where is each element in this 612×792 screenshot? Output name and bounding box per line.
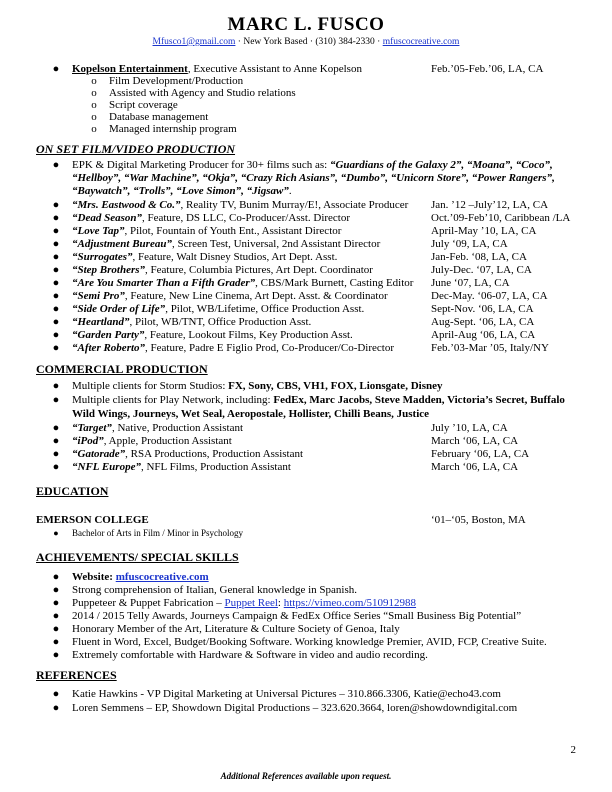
credit-title: “NFL Europe” bbox=[72, 461, 141, 473]
credit-title: “iPod” bbox=[72, 435, 104, 447]
credit-desc: , Pilot, WB/Lifetime, Office Production Asst. bbox=[165, 303, 365, 315]
credit-dates: February ‘06, LA, CA bbox=[431, 448, 530, 460]
credit-desc: , Feature, Columbia Pictures, Art Dept. Coordinator bbox=[145, 264, 373, 276]
credit-dates: March ‘06, LA, CA bbox=[431, 461, 519, 473]
section-heading-references: REFERENCES bbox=[36, 668, 117, 682]
credit-dates: April-May ’10, LA, CA bbox=[431, 225, 537, 237]
credit-title: “Mrs. Eastwood & Co.” bbox=[72, 199, 181, 211]
credit-dates: Sept-Nov. ‘06, LA, CA bbox=[431, 303, 534, 315]
section-heading-achievements: ACHIEVEMENTS/ SPECIAL SKILLS bbox=[36, 550, 239, 564]
credit-title: “Gatorade” bbox=[72, 448, 126, 460]
credit-dates: Oct.’09-Feb’10, Caribbean /LA bbox=[431, 212, 571, 224]
credit-title: “Garden Party” bbox=[72, 329, 145, 341]
credit-dates: June ‘07, LA, CA bbox=[431, 277, 510, 289]
credit-title: “Heartland” bbox=[72, 316, 130, 328]
school-name: EMERSON COLLEGE bbox=[36, 514, 149, 526]
kopelson-company: Kopelson Entertainment bbox=[72, 63, 188, 75]
credit-dates: July ’10, LA, CA bbox=[431, 422, 508, 434]
puppet-reel-link[interactable]: Puppet Reel bbox=[224, 597, 278, 609]
phone: (310) 384-2330 bbox=[315, 37, 375, 47]
credit-dates: July-Dec. ‘07, LA, CA bbox=[431, 264, 532, 276]
credit-desc: , Feature, Padre E Figlio Prod, Co-Producer/Co-Director bbox=[145, 342, 395, 354]
resume-page: MARC L. FUSCO Mfusco1@gmail.com · New York Based · (310) 384-2330 · mfuscocreative.com ● Kopelson Entertainment, Executive Assistant to Anne Kopelson Feb.’05-Feb.’06, LA, CA o Film Development/Production o Assisted with Agency and Studio relations o Script coverage o Database management o Managed internship program ON SET FILM/VIDEO PRODUCTION ● EPK & Digital Marketing Producer for 30+ films such as: “Guardians of the Galaxy 2”, “Moana”, “Coco”, “Hellboy”, “War Machine”, “Okja”, “Crazy Rich Asians”, “Dumbo”, “Unicorn Store”, “Power Rangers”, “Baywatch”, “Trolls”, “Love Simon”, “Jigsaw”. ● “Mrs. Eastwood & Co.”, Reality TV, Bunim Murray/E!, Associate Producer Jan. ’12 –July’12, LA, CA ● “Dead Season”, Feature, DS LLC, Co-Producer/Asst. Director Oct.’09-Feb’10, Caribbean /LA ● “Love Tap”, Pilot, Fountain of Youth Ent., Assistant Director April-May ’10, LA, CA ● “Adjustment Bureau”, Screen Test, Universal, 2nd Assistant Director July ‘09, LA, CA ● “Surrogates”, Feature, Walt Disney Studios, Art Dept. Asst. Jan-Feb. ‘08, LA, CA ● “Step Brothers”, Feature, Columbia Pictures, Art Dept. Coordinator July-Dec. ‘07, LA, CA ● “Are You Smarter Than a Fifth Grader”, CBS/Mark Burnett, Casting Editor June ‘07, LA, CA ● “Semi Pro”, Feature, New Line Cinema, Art Dept. Asst. & Coordinator Dec-May. ‘06-07, LA, CA ● “Side Order of Life”, Pilot, WB/Lifetime, Office Production Asst. Sept-Nov. ‘06, LA, CA ● “Heartland”, Pilot, WB/TNT, Office Production Asst. Aug-Sept. ‘06, LA, CA ● “Garden Party”, Feature, Lookout Films, Key Production Asst. April-Aug ‘06, LA, CA ● “After Roberto”, Feature, Padre E Figlio Prod, Co-Producer/Co-Director Feb.’03-Mar ’05, Italy/NY COMMERCIAL PRODUCTION ● Multiple clients for Storm Studios: FX, Sony, CBS, VH1, FOX, Lionsgate, Disney ● Multiple clients for Play Network, including: FedEx, Marc Jacobs, Steve Madden, Victoria’s Secret, Buffalo Wild Wings, Journeys, Wet Seal, Aeropostale, Hollister, Chilli Beans, Justice ● “Target”, Native, Production Assistant July ’10, LA, CA ● “iPod”, Apple, Production Assistant March ‘06, LA, CA ● “Gatorade”, RSA Productions, Production Assistant February ‘06, LA, CA ● “NFL Europe”, NFL Films, Production Assistant March ‘06, LA, CA EDUCATION EMERSON COLLEGE ‘01–‘05, Boston, MA ● Bachelor of Arts in Film / Minor in Psychology ACHIEVEMENTS/ SPECIAL SKILLS ● Website: mfuscocreative.com ● Strong comprehension of Italian, General knowledge in Spanish. ● Puppeteer & Puppet Fabrication – Puppet Reel: https://vimeo.com/510912988 ● 2014 / 2015 Telly Awards, Journeys Campaign & FedEx Office Series “Small Business Big Potential” ● Honorary Member of the Art, Literature & Culture Society of Genoa, Italy ● Fluent in Word, Excel, Budget/Booking Software. Working knowledge Premier, AVID, FCP, Creative Suite. ● Extremely comfortable with Hardware & Software in video and audio recording. REFERENCES ● Katie Hawkins - VP Digital Marketing at Universal Pictures – 310.866.3306, Katie@echo43.com ● Loren Semmens – EP, Showdown Digital Productions – 323.620.3664, loren@showdowndigital.com 2 Additional References available upon request. bbox=[0, 0, 612, 792]
credit-desc: , Feature, DS LLC, Co-Producer/Asst. Director bbox=[141, 212, 351, 224]
credit-dates: Jan. ’12 –July’12, LA, CA bbox=[431, 199, 549, 211]
education-dates: ‘01–‘05, Boston, MA bbox=[431, 514, 526, 526]
section-heading-commercial: COMMERCIAL PRODUCTION bbox=[36, 362, 208, 376]
credit-desc: , Screen Test, Universal, 2nd Assistant Director bbox=[171, 238, 381, 250]
section-heading-on-set: ON SET FILM/VIDEO PRODUCTION bbox=[36, 142, 236, 156]
credit-title: “Adjustment Bureau” bbox=[72, 238, 172, 250]
footer-note: Additional References available upon request. bbox=[220, 771, 392, 781]
credit-desc: , Feature, Lookout Films, Key Production Asst. bbox=[144, 329, 353, 341]
credit-title: “Side Order of Life” bbox=[72, 303, 166, 315]
credit-dates: March ‘06, LA, CA bbox=[431, 435, 519, 447]
credit-title: “Target” bbox=[72, 422, 112, 434]
credit-desc: , Feature, Walt Disney Studios, Art Dept. Asst. bbox=[132, 251, 338, 263]
website-link[interactable]: mfuscocreative.com bbox=[115, 571, 209, 583]
credit-desc: , RSA Productions, Production Assistant bbox=[125, 448, 304, 460]
credit-desc: , Reality TV, Bunim Murray/E!, Associate Producer bbox=[180, 199, 409, 211]
credit-dates: Feb.’03-Mar ’05, Italy/NY bbox=[431, 342, 549, 354]
credit-desc: , Feature, New Line Cinema, Art Dept. Asst. & Coordinator bbox=[124, 290, 388, 302]
credit-title: “After Roberto” bbox=[72, 342, 146, 354]
credit-dates: Dec-May. ‘06-07, LA, CA bbox=[431, 290, 548, 302]
credit-desc: , NFL Films, Production Assistant bbox=[140, 461, 291, 473]
credit-title: “Semi Pro” bbox=[72, 290, 125, 302]
vimeo-link[interactable]: https://vimeo.com/510912988 bbox=[283, 597, 417, 609]
credit-desc: , Pilot, WB/TNT, Office Production Asst. bbox=[129, 316, 312, 328]
credit-dates: July ‘09, LA, CA bbox=[431, 238, 508, 250]
page-number: 2 bbox=[570, 744, 576, 756]
degree: Bachelor of Arts in Film / Minor in Psychology bbox=[72, 528, 243, 538]
credit-title: “Dead Season” bbox=[72, 212, 142, 224]
credit-title: “Step Brothers” bbox=[72, 264, 146, 276]
credit-dates: Aug-Sept. ‘06, LA, CA bbox=[431, 316, 535, 328]
credit-title: “Are You Smarter Than a Fifth Grader” bbox=[72, 277, 256, 289]
epk-films-line: “Baywatch”, “Trolls”, “Love Simon”, “Jigsaw”. bbox=[72, 185, 292, 197]
epk-films-line: “Hellboy”, “War Machine”, “Okja”, “Crazy Rich Asians”, “Dumbo”, “Unicorn Store”, “Power Rangers”, bbox=[72, 172, 555, 184]
credit-dates: Jan-Feb. ‘08, LA, CA bbox=[431, 251, 527, 263]
email-link[interactable]: Mfusco1@gmail.com bbox=[152, 37, 236, 47]
website-link[interactable]: mfuscocreative.com bbox=[382, 37, 460, 47]
credit-title: “Surrogates” bbox=[72, 251, 133, 263]
credit-dates: April-Aug ‘06, LA, CA bbox=[431, 329, 536, 341]
kopelson-dates: Feb.’05-Feb.’06, LA, CA bbox=[431, 63, 544, 75]
candidate-name: MARC L. FUSCO bbox=[227, 14, 385, 35]
credit-desc: , Apple, Production Assistant bbox=[103, 435, 232, 447]
credit-desc: , CBS/Mark Burnett, Casting Editor bbox=[255, 277, 414, 289]
contact-line: Mfusco1@gmail.com · New York Based · (310) 384-2330 · mfuscocreative.com bbox=[152, 37, 460, 47]
credit-desc: , Pilot, Fountain of Youth Ent., Assistant Director bbox=[124, 225, 342, 237]
credit-desc: , Native, Production Assistant bbox=[111, 422, 244, 434]
section-heading-education: EDUCATION bbox=[36, 484, 109, 498]
location: New York Based bbox=[243, 37, 308, 47]
credit-title: “Love Tap” bbox=[72, 225, 125, 237]
